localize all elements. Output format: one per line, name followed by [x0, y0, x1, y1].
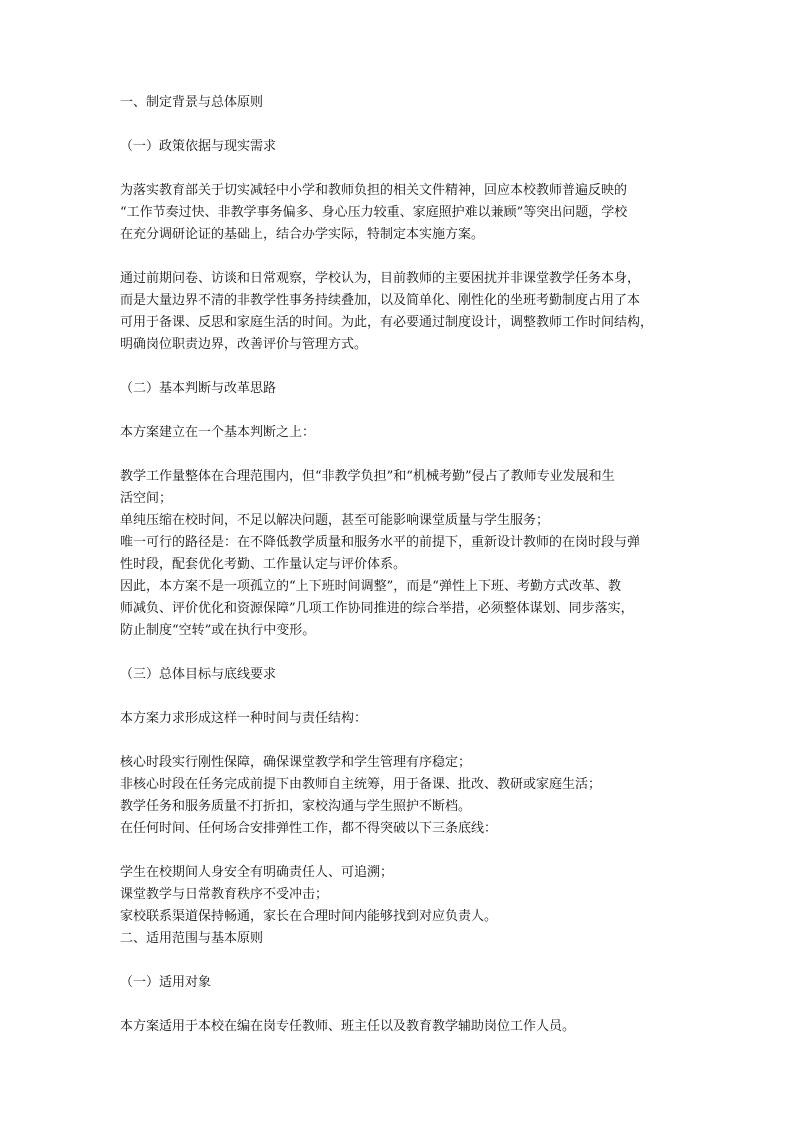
document-page — [120, 92, 682, 1038]
paragraph-line: 学生在校期间人身安全有明确责任人、可追溯； — [120, 865, 394, 880]
paragraph-line: 非核心时段在任务完成前提下由教师自主统筹，用于备课、批改、教研或家庭生活； — [120, 777, 602, 792]
paragraph-line: “工作节奏过快、非教学事务偏多、身心压力较重、家庭照护难以兼顾”等突出问题，学校 — [120, 205, 628, 220]
subsection-heading: （三）总体目标与底线要求 — [120, 667, 277, 682]
paragraph-line: 本方案适用于本校在编在岗专任教师、班主任以及教育教学辅助岗位工作人员。 — [120, 1019, 576, 1034]
paragraph-line: 活空间； — [120, 491, 173, 506]
paragraph-line: 本方案力求形成这样一种时间与责任结构： — [120, 711, 368, 726]
paragraph — [120, 466, 682, 642]
subsection-heading: （一）适用对象 — [120, 975, 212, 990]
section-heading: 一、制定背景与总体原则 — [120, 95, 264, 110]
paragraph-line: 核心时段实行刚性保障，确保课堂教学和学生管理有序稳定； — [120, 755, 472, 770]
paragraph-line: 为落实教育部关于切实减轻中小学和教师负担的相关文件精神，回应本校教师普遍反映的 — [120, 183, 628, 198]
paragraph — [120, 180, 682, 246]
paragraph-line: 本方案建立在一个基本判断之上： — [120, 425, 316, 440]
paragraph-line: 在充分调研论证的基础上，结合办学实际，特制定本实施方案。 — [120, 227, 485, 242]
paragraph-line: 教学工作量整体在合理范围内，但“非教学负担”和“机械考勤”侵占了教师专业发展和生 — [120, 469, 615, 484]
paragraph-line: 课堂教学与日常教育秩序不受冲击； — [120, 887, 329, 902]
paragraph-line: 唯一可行的路径是：在不降低教学质量和服务水平的前提下，重新设计教师的在岗时段与弹 — [120, 535, 641, 550]
subsection-heading: （一）政策依据与现实需求 — [120, 139, 277, 154]
paragraph — [120, 752, 682, 840]
paragraph-line: 防止制度“空转”或在执行中变形。 — [120, 623, 316, 638]
paragraph-line: 在任何时间、任何场合安排弹性工作，都不得突破以下三条底线： — [120, 821, 498, 836]
paragraph-line: 家校联系渠道保持畅通，家长在合理时间内能够找到对应负责人。 — [120, 909, 498, 924]
paragraph-line: 单纯压缩在校时间，不足以解决问题，甚至可能影响课堂质量与学生服务； — [120, 513, 550, 528]
paragraph — [120, 268, 682, 356]
paragraph-line: 性时段，配套优化考勤、工作量认定与评价体系。 — [120, 557, 407, 572]
paragraph-line: 可用于备课、反思和家庭生活的时间。为此，有必要通过制度设计，调整教师工作时间结构， — [120, 315, 654, 330]
paragraph-line: 明确岗位职责边界，改善评价与管理方式。 — [120, 337, 368, 352]
subsection-heading: （二）基本判断与改革思路 — [120, 381, 277, 396]
section-heading: 二、适用范围与基本原则 — [120, 931, 264, 946]
paragraph-line: 通过前期问卷、访谈和日常观察，学校认为，目前教师的主要困扰并非课堂教学任务本身， — [120, 271, 641, 286]
paragraph-line: 而是大量边界不清的非教学性事务持续叠加，以及简单化、刚性化的坐班考勤制度占用了本 — [120, 293, 641, 308]
paragraph-line: 教学任务和服务质量不打折扣，家校沟通与学生照护不断档。 — [120, 799, 472, 814]
paragraph-line: 师减负、评价优化和资源保障”几项工作协同推进的综合举措，必须整体谋划、同步落实， — [120, 601, 634, 616]
paragraph-line: 因此，本方案不是一项孤立的“上下班时间调整”，而是“弹性上下班、考勤方式改革、教 — [120, 579, 621, 594]
paragraph — [120, 862, 682, 928]
